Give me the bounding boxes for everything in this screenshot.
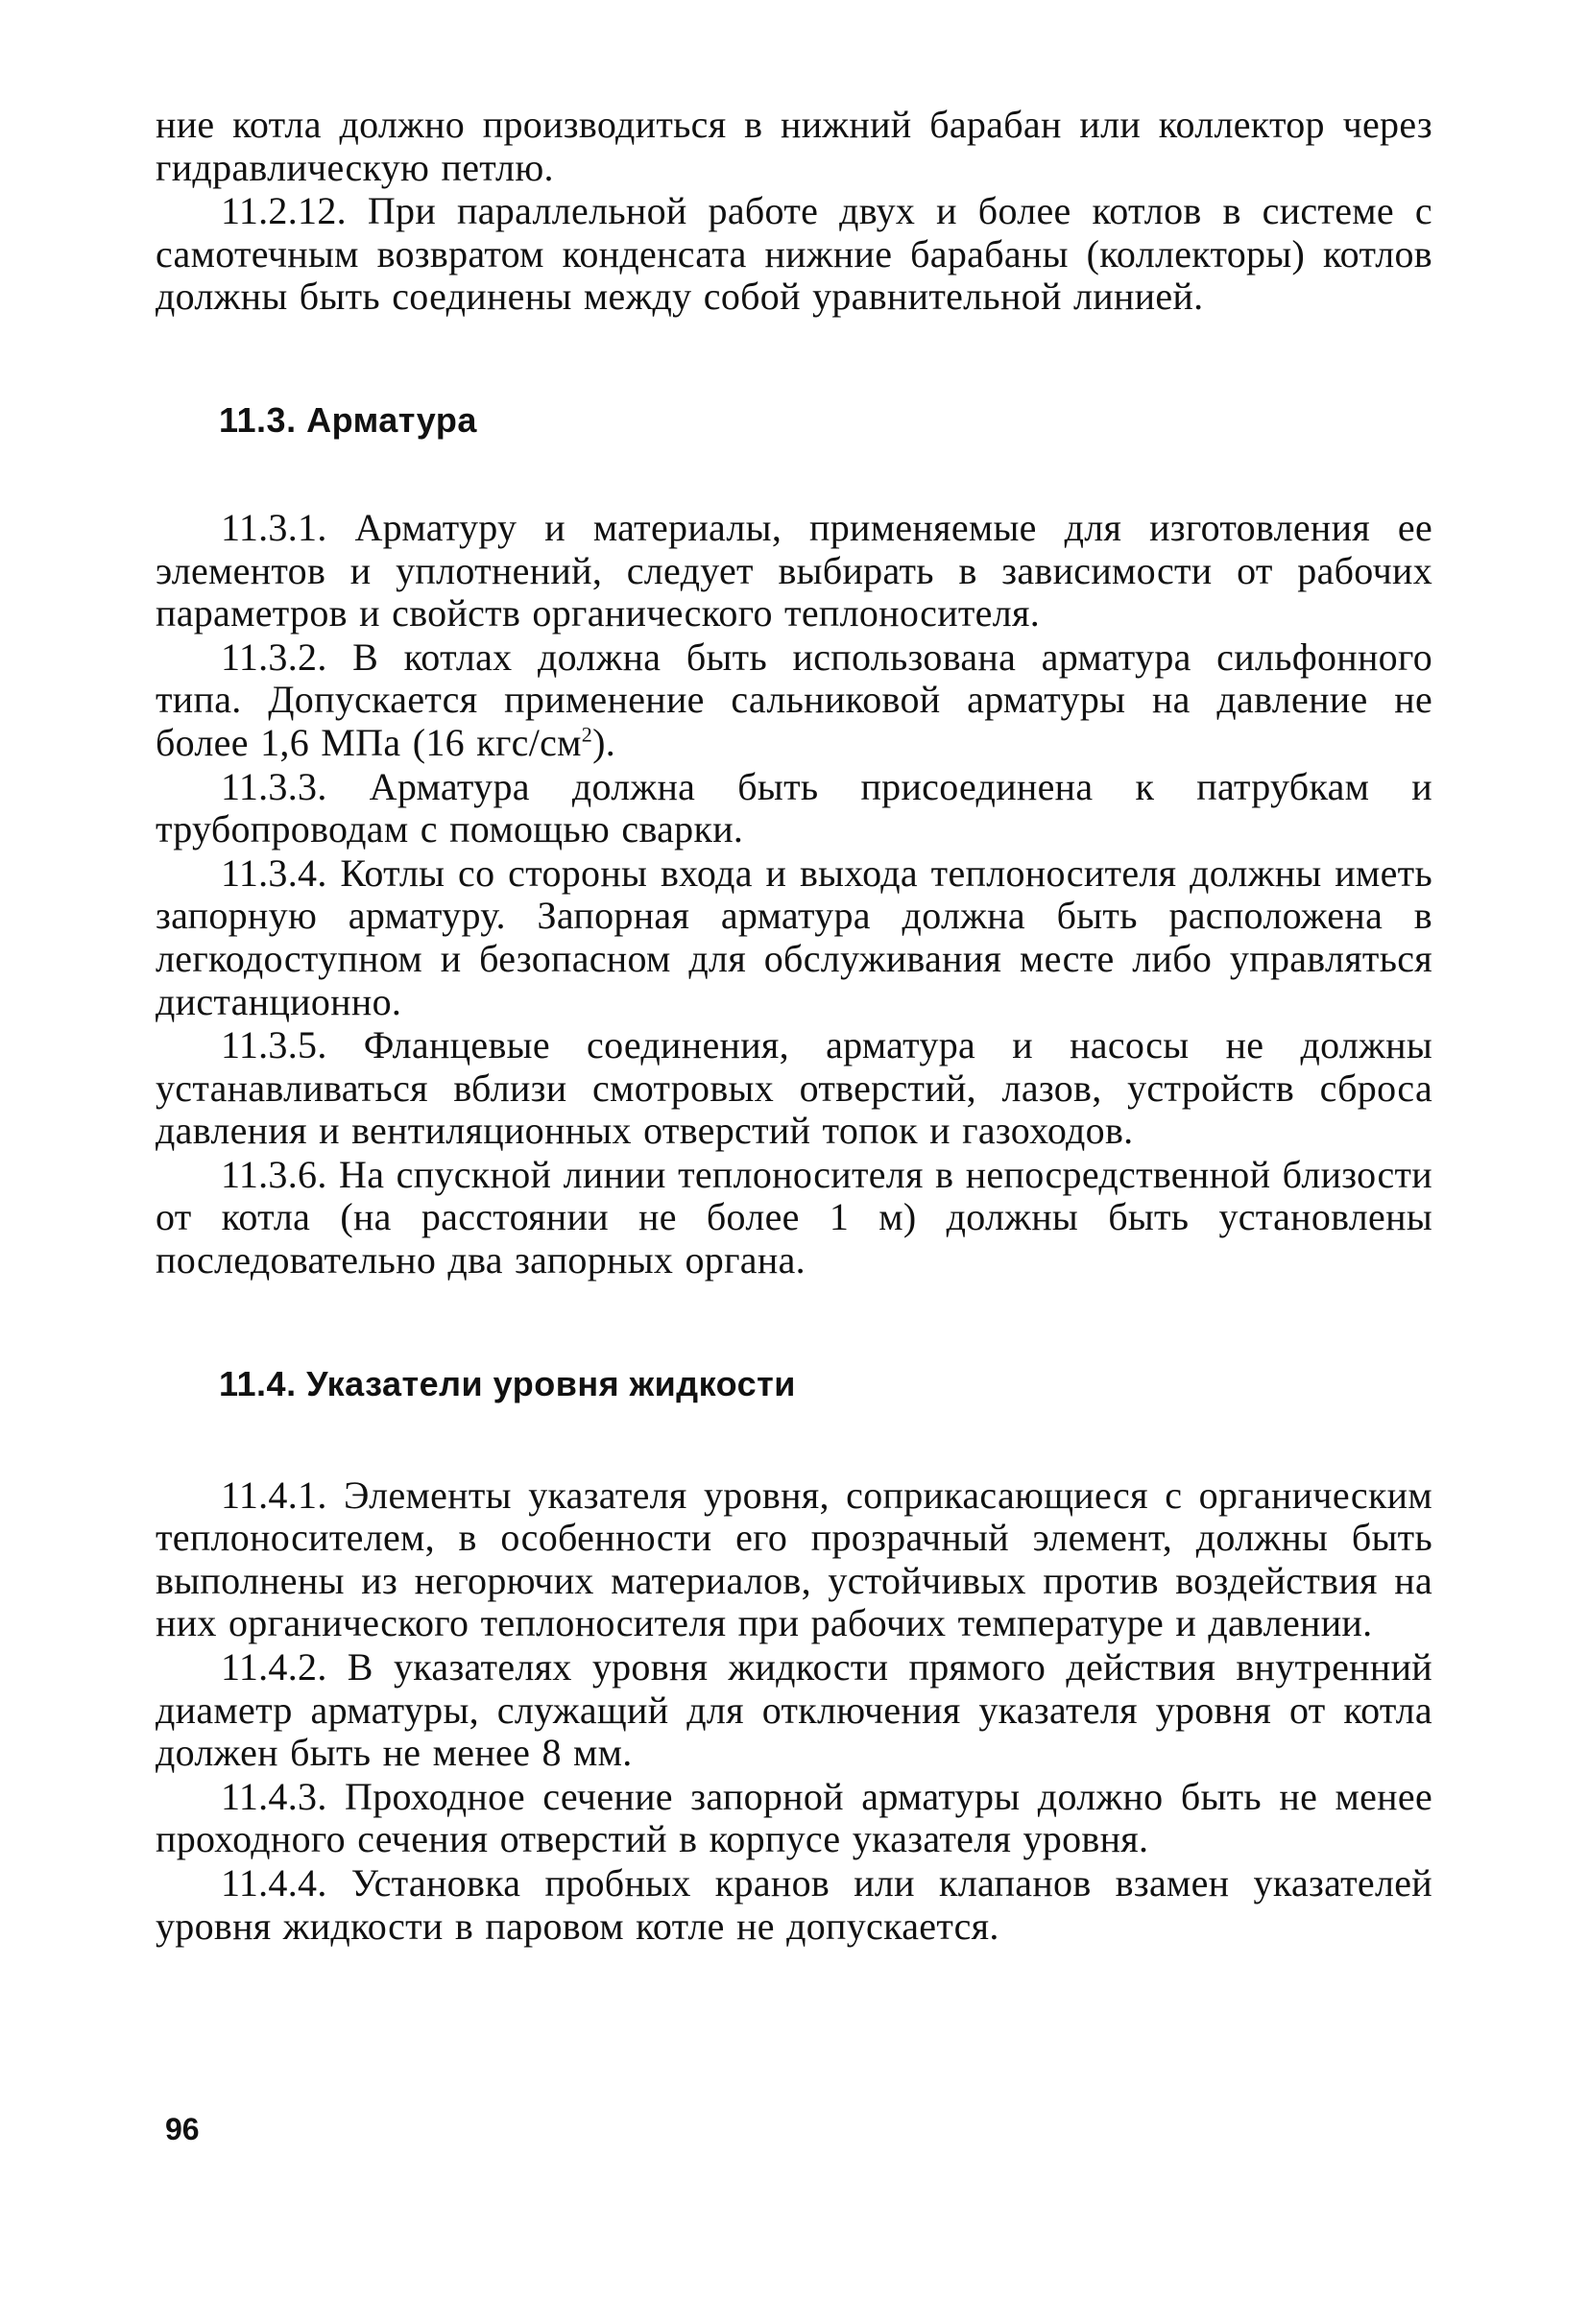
- paragraph-11-4-1: 11.4.1. Элементы указателя уровня, соприкасающиеся с органическим теплоносителем, в особенности его прозрачный элемент, должны быть выполнены из негорючих материалов, устойчивых против воздействия на них органического теплоносителя при рабочих температуре и давлении.: [156, 1473, 1432, 1645]
- paragraph-11-3-1: 11.3.1. Арматуру и материалы, применяемые для изготовления ее элементов и уплотнений, следует выбирать в зависимости от рабочих параметров и свойств органического теплоносителя.: [156, 505, 1432, 635]
- paragraph-11-3-6: 11.3.6. На спускной линии теплоносителя в непосредственной близости от котла (на расстоянии не более 1 м) должны быть установлены последовательно два запорных органа.: [156, 1152, 1432, 1282]
- paragraph-11-2-12: 11.2.12. При параллельной работе двух и более котлов в системе с самотечным возвратом конденсата нижние барабаны (коллекторы) котлов должны быть соединены между собой уравнительной линией.: [156, 189, 1432, 319]
- paragraph-continued: ние котла должно производиться в нижний барабан или коллектор через гидравлическую петлю.: [156, 103, 1432, 189]
- paragraph-11-3-5: 11.3.5. Фланцевые соединения, арматура и насосы не должны устанавливаться вблизи смотровых отверстий, лазов, устройств сброса давления и вентиляционных отверстий топок и газоходов.: [156, 1023, 1432, 1153]
- paragraph-11-4-3: 11.4.3. Проходное сечение запорной арматуры должно быть не менее проходного сечения отверстий в корпусе указателя уровня.: [156, 1774, 1432, 1861]
- page-number: 96: [165, 2112, 200, 2146]
- paragraph-11-3-2-tail: ).: [592, 720, 616, 764]
- superscript-2: 2: [581, 722, 593, 747]
- paragraph-11-3-2: [156, 636, 1432, 765]
- paragraph-11-3-2-text: 11.3.2. В котлах должна быть использована арматура сильфонного типа. Допускается применение сальниковой арматуры на давление не более 1,6 МПа (16 кгс/см: [156, 635, 1432, 764]
- section-heading-11-4: 11.4. Указатели уровня жидкости: [219, 1363, 796, 1403]
- document-page: [156, 104, 1432, 1949]
- paragraph-11-4-2: 11.4.2. В указателях уровня жидкости прямого действия внутренний диаметр арматуры, служащий для отключения указателя уровня от котла должен быть не менее 8 мм.: [156, 1645, 1432, 1775]
- paragraph-11-3-3: 11.3.3. Арматура должна быть присоединена к патрубкам и трубопроводам с помощью сварки.: [156, 764, 1432, 851]
- paragraph-11-4-4: 11.4.4. Установка пробных кранов или клапанов взамен указателей уровня жидкости в паровом котле не допускается.: [156, 1861, 1432, 1948]
- paragraph-11-3-4: 11.3.4. Котлы со стороны входа и выхода теплоносителя должны иметь запорную арматуру. Запорная арматура должна быть расположена в легкодоступном и безопасном для обслуживания месте либо управляться дистанционно.: [156, 851, 1432, 1023]
- section-heading-11-3: 11.3. Арматура: [219, 399, 477, 440]
